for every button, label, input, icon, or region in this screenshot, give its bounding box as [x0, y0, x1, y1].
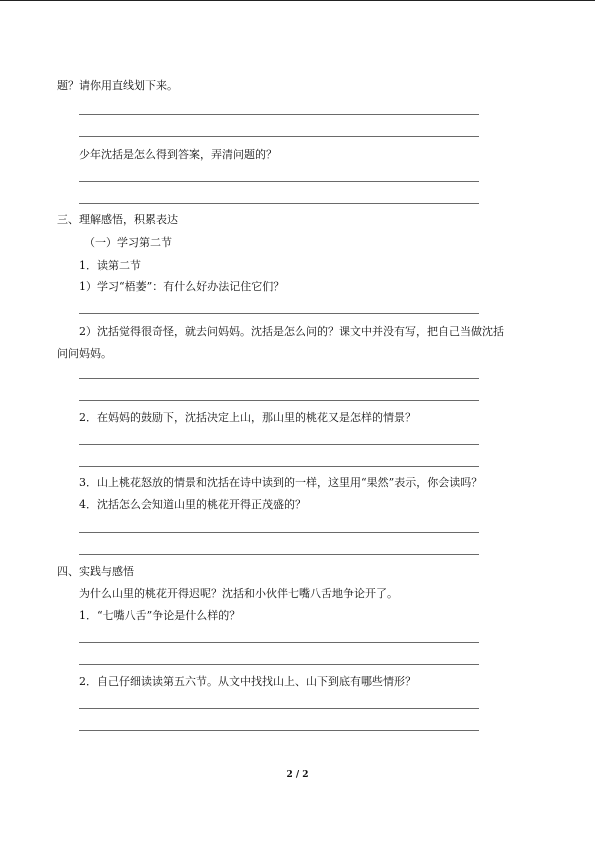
text-line: 1．读第二节 [79, 259, 141, 272]
answer-line [79, 466, 479, 467]
text-line: 少年沈括是怎么得到答案，弄清问题的？ [79, 148, 277, 161]
question-text: 2．在妈妈的鼓励下，沈括决定上山，那山里的桃花又是怎样的情景？ [79, 411, 416, 424]
answer-line [79, 642, 479, 643]
section-heading: 三、理解感悟，积累表达 [57, 213, 178, 226]
answer-line [79, 378, 479, 379]
answer-line [79, 664, 479, 665]
answer-line [79, 181, 479, 182]
text-line: 为什么山里的桃花开得迟呢？沈括和小伙伴七嘴八舌地争论开了。 [79, 587, 398, 600]
page-number: 2 / 2 [286, 770, 309, 780]
text-line: 题？请你用直线划下来。 [57, 79, 178, 92]
question-text: 2）沈括觉得很奇怪，就去问妈妈。沈括是怎么问的？课文中并没有写，把自己当做沈括 [79, 325, 504, 338]
question-text: 2．自己仔细读读第五六节。从文中找找山上、山下到底有哪些情形？ [79, 675, 416, 688]
question-text: 4．沈括怎么会知道山里的桃花开得正茂盛的？ [79, 498, 306, 511]
answer-line [79, 444, 479, 445]
question-text: 1）学习“梧萎”：有什么好办法记住它们？ [79, 280, 285, 293]
section-heading: 四、实践与感悟 [57, 565, 134, 578]
answer-line [79, 136, 479, 137]
answer-line [79, 708, 479, 709]
answer-line [79, 730, 479, 731]
answer-line [79, 532, 479, 533]
question-text: 3．山上桃花怒放的情景和沈括在诗中读到的一样，这里用“果然”表示，你会读吗？ [79, 476, 483, 489]
answer-line [79, 114, 479, 115]
subsection-heading: （一）学习第二节 [84, 236, 172, 249]
question-text: 1．“七嘴八舌”争论是什么样的？ [79, 609, 241, 622]
question-text: 问问妈妈。 [57, 347, 112, 360]
answer-line [79, 554, 479, 555]
answer-line [79, 203, 479, 204]
answer-line [79, 400, 479, 401]
page-top-border [0, 0, 595, 1]
answer-line [79, 313, 479, 314]
